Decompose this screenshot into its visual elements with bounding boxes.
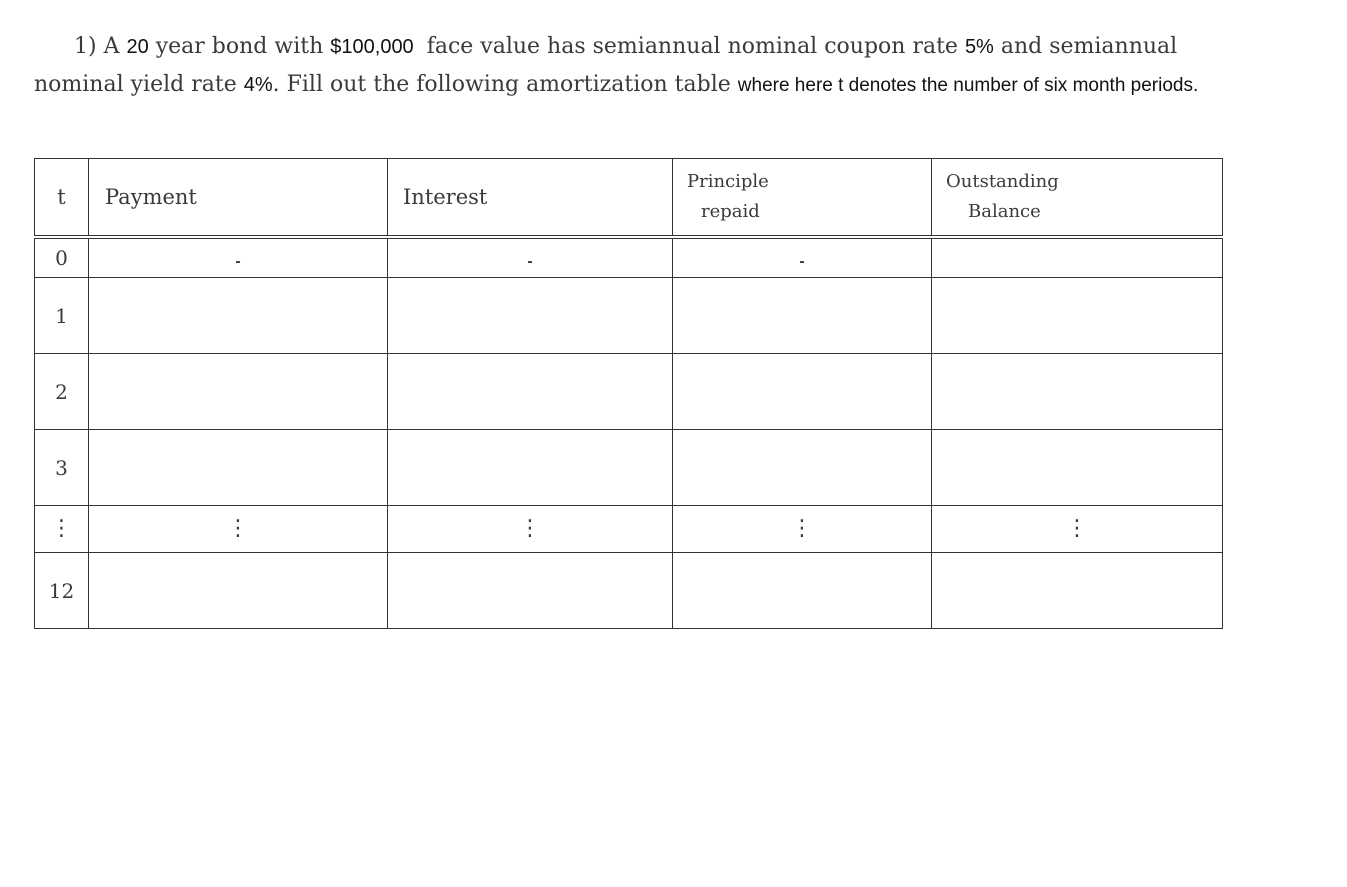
cell-interest (388, 506, 673, 553)
cell-balance[interactable] (932, 354, 1223, 430)
question-text-b: year bond with (155, 34, 324, 59)
cell-payment[interactable] (89, 553, 388, 629)
table-row (35, 354, 1223, 430)
cell-t (35, 506, 89, 553)
vertical-ellipsis-icon: ⋮ (1066, 516, 1088, 541)
cell-payment[interactable] (89, 430, 388, 506)
cell-payment[interactable] (89, 278, 388, 354)
header-outstanding-line2: Balance (968, 201, 1041, 222)
dash-mark: - (799, 253, 805, 270)
cell-balance[interactable] (932, 239, 1223, 278)
header-outstanding-line1: Outstanding (946, 171, 1059, 192)
cell-principle (673, 506, 932, 553)
cell-payment[interactable] (89, 354, 388, 430)
cell-t: 12 (35, 553, 89, 629)
question-text-e: nominal yield rate (34, 72, 237, 97)
header-principle-line1: Principle (687, 171, 769, 192)
table-header (35, 159, 1223, 236)
table-row-ellipsis (35, 506, 1223, 553)
cell-t: 2 (35, 354, 89, 430)
cell-t: 3 (35, 430, 89, 506)
cell-principle[interactable] (673, 430, 932, 506)
cell-interest[interactable] (388, 239, 673, 278)
question-text-d: and semiannual (1000, 34, 1178, 59)
table-row (35, 278, 1223, 354)
cell-payment (89, 506, 388, 553)
table-row (35, 553, 1223, 629)
cell-payment[interactable] (89, 239, 388, 278)
cell-principle[interactable] (673, 553, 932, 629)
cell-interest[interactable] (388, 553, 673, 629)
period-note: where here t denotes the number of six month periods. (737, 75, 1199, 96)
cell-principle[interactable] (673, 278, 932, 354)
question-number: 1) (74, 34, 97, 59)
cell-balance[interactable] (932, 553, 1223, 629)
header-payment: Payment (89, 159, 388, 236)
face-value: $100,000 (330, 36, 414, 58)
question-line-2 (34, 66, 1324, 104)
question-text-f: . Fill out the following amortization table (272, 72, 731, 97)
question-text-c: face value has semiannual nominal coupon rate (426, 34, 958, 59)
cell-interest[interactable] (388, 278, 673, 354)
table-row (35, 239, 1223, 278)
cell-balance[interactable] (932, 430, 1223, 506)
vertical-ellipsis-icon: ⋮ (50, 516, 73, 541)
cell-principle[interactable] (673, 239, 932, 278)
cell-t: 0 (35, 239, 89, 278)
question-line-1 (34, 28, 1324, 66)
cell-balance (932, 506, 1223, 553)
dash-mark: - (235, 253, 241, 270)
coupon-rate: 5% (964, 36, 994, 58)
question-text (34, 28, 1324, 104)
header-interest: Interest (388, 159, 673, 236)
cell-interest[interactable] (388, 354, 673, 430)
header-outstanding-balance (932, 159, 1223, 236)
yield-rate: 4% (243, 74, 273, 96)
cell-balance[interactable] (932, 278, 1223, 354)
vertical-ellipsis-icon: ⋮ (227, 516, 249, 541)
amortization-table (34, 158, 1223, 629)
cell-principle[interactable] (673, 354, 932, 430)
table-row (35, 430, 1223, 506)
header-t: t (35, 159, 89, 236)
cell-t: 1 (35, 278, 89, 354)
bond-years: 20 (126, 36, 149, 58)
question-text-a: A (103, 34, 120, 59)
header-principle-repaid (673, 159, 932, 236)
vertical-ellipsis-icon: ⋮ (519, 516, 541, 541)
header-principle-line2: repaid (701, 201, 760, 222)
cell-interest[interactable] (388, 430, 673, 506)
dash-mark: - (527, 253, 533, 270)
vertical-ellipsis-icon: ⋮ (791, 516, 813, 541)
